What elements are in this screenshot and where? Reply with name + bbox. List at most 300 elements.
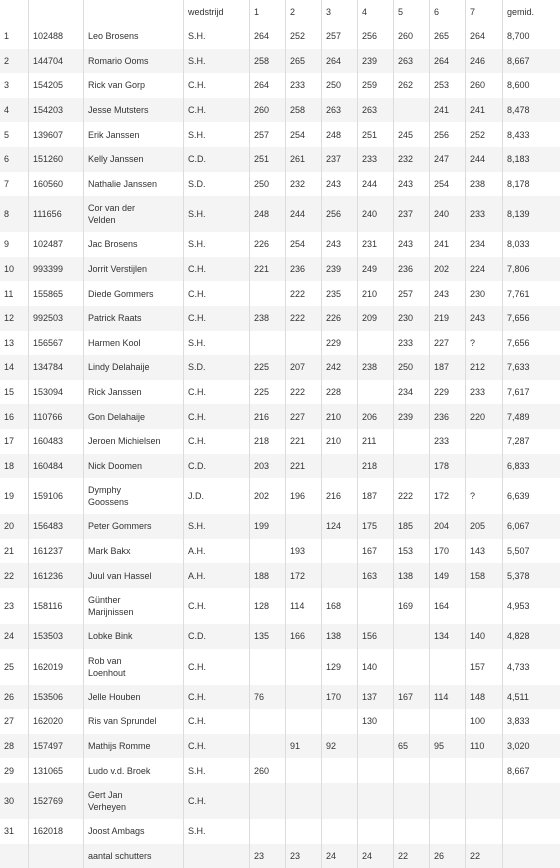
score-cell: 143 <box>465 539 502 564</box>
shooter-count-cell: 23 <box>249 844 285 868</box>
score-cell: 221 <box>285 454 321 479</box>
score-cell <box>249 783 285 819</box>
rank-cell: 24 <box>4 631 15 642</box>
score-cell: 243 <box>321 172 357 197</box>
class-cell: S.H. <box>183 514 249 539</box>
table-row <box>0 404 560 429</box>
score-cell <box>393 709 429 734</box>
score-cell: ? <box>465 478 502 514</box>
score-cell: 216 <box>321 478 357 514</box>
table-row <box>0 588 560 624</box>
score-cell: 218 <box>249 429 285 454</box>
score-cell <box>465 454 502 479</box>
class-cell: C.H. <box>183 257 249 282</box>
score-cell: 164 <box>429 588 465 624</box>
member-no-cell: 155865 <box>28 281 83 306</box>
name-cell: Jac Brosens <box>83 232 183 257</box>
table-row <box>0 563 560 588</box>
score-cell: 157 <box>465 649 502 685</box>
member-no-cell: 161237 <box>28 539 83 564</box>
score-cell: 250 <box>249 172 285 197</box>
rank-cell: 22 <box>4 570 15 581</box>
footer-blank <box>0 844 28 868</box>
name-cell: Harmen Kool <box>83 331 183 356</box>
footer-blank <box>183 844 249 868</box>
rank-cell: 27 <box>4 716 15 727</box>
score-cell: 202 <box>249 478 285 514</box>
score-cell <box>393 783 429 819</box>
score-cell: 233 <box>465 380 502 405</box>
score-cell: 243 <box>393 172 429 197</box>
table-row <box>0 281 560 306</box>
score-cell <box>465 783 502 819</box>
member-no-cell: 110766 <box>28 404 83 429</box>
score-cell <box>321 454 357 479</box>
member-no-cell: 161236 <box>28 563 83 588</box>
table-row <box>0 649 560 685</box>
footer-row <box>0 844 560 868</box>
score-cell: 263 <box>357 98 393 123</box>
name-cell: Diede Gommers <box>83 281 183 306</box>
score-cell: 225 <box>249 380 285 405</box>
rank-cell: 12 <box>4 313 15 324</box>
score-cell: 140 <box>357 649 393 685</box>
score-cell <box>321 709 357 734</box>
name-cell: Peter Gommers <box>83 514 183 539</box>
name-cell: Mathijs Romme <box>83 734 183 759</box>
score-cell <box>393 624 429 649</box>
score-cell <box>465 588 502 624</box>
score-cell: 128 <box>249 588 285 624</box>
score-cell: 257 <box>249 122 285 147</box>
score-cell: 188 <box>249 563 285 588</box>
rank-cell: 30 <box>4 796 15 806</box>
score-cell: 228 <box>321 380 357 405</box>
score-cell <box>321 758 357 783</box>
score-cell: 243 <box>465 306 502 331</box>
name-cell: Ludo v.d. Broek <box>83 758 183 783</box>
score-cell: 110 <box>465 734 502 759</box>
score-cell <box>465 429 502 454</box>
name-cell: Rick Janssen <box>83 380 183 405</box>
score-cell <box>249 819 285 844</box>
name-cell: Jorrit Verstijlen <box>83 257 183 282</box>
score-cell: 233 <box>285 73 321 98</box>
name-cell: Rob van Loenhout <box>83 649 183 685</box>
score-cell: 237 <box>321 147 357 172</box>
average-cell: 4,733 <box>502 649 560 685</box>
score-cell: 265 <box>285 49 321 74</box>
class-cell: C.H. <box>183 429 249 454</box>
class-cell: C.D. <box>183 454 249 479</box>
name-cell: Lindy Delahaije <box>83 355 183 380</box>
member-no-cell: 156483 <box>28 514 83 539</box>
class-cell: S.H. <box>183 331 249 356</box>
score-cell: 220 <box>465 404 502 429</box>
table-row <box>0 819 560 844</box>
score-cell: 236 <box>429 404 465 429</box>
score-cell: 124 <box>321 514 357 539</box>
member-no-cell: 153506 <box>28 685 83 710</box>
score-cell <box>393 649 429 685</box>
name-cell: Günther Marijnissen <box>83 588 183 624</box>
shooter-count-cell: 24 <box>321 844 357 868</box>
table-row <box>0 624 560 649</box>
average-cell: 5,507 <box>502 539 560 564</box>
average-cell: 3,833 <box>502 709 560 734</box>
score-cell <box>393 454 429 479</box>
score-cell <box>285 685 321 710</box>
rank-cell: 5 <box>4 129 10 140</box>
score-cell: 257 <box>321 24 357 49</box>
score-cell: 206 <box>357 404 393 429</box>
score-cell: 210 <box>321 404 357 429</box>
score-cell: 252 <box>465 122 502 147</box>
score-cell: 225 <box>249 355 285 380</box>
header-average: gemid. <box>502 0 560 24</box>
score-cell: 218 <box>357 454 393 479</box>
score-cell <box>429 758 465 783</box>
table-row <box>0 172 560 197</box>
table-row <box>0 98 560 123</box>
score-cell: 172 <box>285 563 321 588</box>
table-row <box>0 758 560 783</box>
rank-cell: 13 <box>4 337 15 348</box>
rank-cell: 21 <box>4 546 15 557</box>
score-cell <box>285 514 321 539</box>
score-cell: 134 <box>429 624 465 649</box>
score-cell: 212 <box>465 355 502 380</box>
name-cell: Jeroen Michielsen <box>83 429 183 454</box>
score-cell: 226 <box>249 232 285 257</box>
score-cell: 237 <box>393 196 429 232</box>
score-cell: 258 <box>249 49 285 74</box>
score-cell <box>249 734 285 759</box>
score-cell <box>429 649 465 685</box>
score-cell <box>249 709 285 734</box>
class-cell: C.H. <box>183 98 249 123</box>
member-no-cell: 111656 <box>28 196 83 232</box>
score-cell: 95 <box>429 734 465 759</box>
score-cell: 233 <box>357 147 393 172</box>
score-cell: 259 <box>357 73 393 98</box>
average-cell: 8,700 <box>502 24 560 49</box>
score-cell <box>429 819 465 844</box>
average-cell <box>502 819 560 844</box>
score-cell: 185 <box>393 514 429 539</box>
member-no-cell: 157497 <box>28 734 83 759</box>
score-cell: 256 <box>321 196 357 232</box>
score-cell: 236 <box>285 257 321 282</box>
score-cell: 233 <box>429 429 465 454</box>
name-cell: Patrick Raats <box>83 306 183 331</box>
average-cell: 4,511 <box>502 685 560 710</box>
score-cell <box>465 758 502 783</box>
score-cell: 187 <box>357 478 393 514</box>
score-cell <box>393 819 429 844</box>
table-row <box>0 429 560 454</box>
class-cell: C.H. <box>183 281 249 306</box>
table-row <box>0 196 560 232</box>
score-cell <box>285 758 321 783</box>
member-no-cell: 153094 <box>28 380 83 405</box>
member-no-cell: 156567 <box>28 331 83 356</box>
header-row <box>0 0 560 24</box>
score-cell: 229 <box>321 331 357 356</box>
average-cell: 8,667 <box>502 758 560 783</box>
score-cell: 224 <box>465 257 502 282</box>
shooter-count-cell: 24 <box>357 844 393 868</box>
score-cell: 241 <box>429 232 465 257</box>
score-cell: 260 <box>249 98 285 123</box>
class-cell: C.H. <box>183 685 249 710</box>
average-cell: 8,139 <box>502 196 560 232</box>
score-cell <box>429 709 465 734</box>
table-row <box>0 257 560 282</box>
score-cell <box>285 709 321 734</box>
score-cell: 263 <box>321 98 357 123</box>
table-row <box>0 539 560 564</box>
score-cell: 248 <box>321 122 357 147</box>
score-cell: 245 <box>393 122 429 147</box>
score-cell: 170 <box>429 539 465 564</box>
member-no-cell: 159106 <box>28 478 83 514</box>
score-cell <box>285 331 321 356</box>
score-cell: 254 <box>285 232 321 257</box>
name-cell: Dymphy Goossens <box>83 478 183 514</box>
score-cell <box>357 758 393 783</box>
name-cell: Nick Doomen <box>83 454 183 479</box>
name-cell: Leo Brosens <box>83 24 183 49</box>
score-cell <box>285 819 321 844</box>
score-cell: 243 <box>429 281 465 306</box>
member-no-cell: 102487 <box>28 232 83 257</box>
score-cell: 187 <box>429 355 465 380</box>
score-cell: 91 <box>285 734 321 759</box>
average-cell: 8,178 <box>502 172 560 197</box>
score-cell: 244 <box>285 196 321 232</box>
score-cell: 234 <box>465 232 502 257</box>
score-cell: 251 <box>249 147 285 172</box>
average-cell: 5,378 <box>502 563 560 588</box>
score-cell: 252 <box>285 24 321 49</box>
average-cell: 4,953 <box>502 588 560 624</box>
rank-cell: 28 <box>4 741 15 752</box>
rank-cell: 31 <box>4 826 15 837</box>
score-cell: 138 <box>393 563 429 588</box>
score-cell: 149 <box>429 563 465 588</box>
average-cell: 8,033 <box>502 232 560 257</box>
average-cell: 7,806 <box>502 257 560 282</box>
score-cell: 241 <box>465 98 502 123</box>
table-row <box>0 232 560 257</box>
member-no-cell: 993399 <box>28 257 83 282</box>
rank-cell: 15 <box>4 387 15 398</box>
average-cell: 8,433 <box>502 122 560 147</box>
class-cell: S.H. <box>183 758 249 783</box>
class-cell: C.H. <box>183 734 249 759</box>
name-cell: Nathalie Janssen <box>83 172 183 197</box>
shooter-count-cell: 22 <box>393 844 429 868</box>
table-row <box>0 355 560 380</box>
score-cell: 169 <box>393 588 429 624</box>
header-member-no <box>28 0 83 24</box>
member-no-cell: 162020 <box>28 709 83 734</box>
member-no-cell: 139607 <box>28 122 83 147</box>
class-cell: A.H. <box>183 563 249 588</box>
member-no-cell: 153503 <box>28 624 83 649</box>
class-cell: C.H. <box>183 783 249 819</box>
member-no-cell: 131065 <box>28 758 83 783</box>
average-cell: 7,633 <box>502 355 560 380</box>
rank-cell: 3 <box>4 80 10 91</box>
name-cell: Erik Janssen <box>83 122 183 147</box>
member-no-cell: 102488 <box>28 24 83 49</box>
score-cell: 172 <box>429 478 465 514</box>
score-cell: 246 <box>465 49 502 74</box>
class-cell: J.D. <box>183 478 249 514</box>
average-cell: 7,656 <box>502 331 560 356</box>
table-row <box>0 380 560 405</box>
score-cell: ? <box>465 331 502 356</box>
class-cell: S.H. <box>183 122 249 147</box>
shooter-count-cell: 22 <box>465 844 502 868</box>
average-cell: 7,761 <box>502 281 560 306</box>
score-cell <box>393 758 429 783</box>
table-row <box>0 478 560 514</box>
header-match-2: 2 <box>285 0 321 24</box>
score-cell: 261 <box>285 147 321 172</box>
class-cell: C.H. <box>183 73 249 98</box>
score-cell <box>249 281 285 306</box>
table-row <box>0 783 560 819</box>
score-cell: 210 <box>357 281 393 306</box>
score-cell: 219 <box>429 306 465 331</box>
score-cell: 203 <box>249 454 285 479</box>
rank-cell: 2 <box>4 55 10 66</box>
member-no-cell: 160483 <box>28 429 83 454</box>
score-cell: 138 <box>321 624 357 649</box>
score-cell: 230 <box>465 281 502 306</box>
footer-blank <box>502 844 560 868</box>
score-cell: 264 <box>465 24 502 49</box>
score-cell <box>285 649 321 685</box>
score-cell: 250 <box>321 73 357 98</box>
score-cell: 211 <box>357 429 393 454</box>
score-cell: 264 <box>249 24 285 49</box>
score-cell: 166 <box>285 624 321 649</box>
class-cell: S.H. <box>183 49 249 74</box>
rank-cell: 20 <box>4 521 15 532</box>
score-cell: 137 <box>357 685 393 710</box>
score-cell: 114 <box>285 588 321 624</box>
class-cell: C.H. <box>183 404 249 429</box>
score-cell: 235 <box>321 281 357 306</box>
score-cell: 222 <box>285 281 321 306</box>
score-cell: 249 <box>357 257 393 282</box>
score-cell: 241 <box>429 98 465 123</box>
class-cell: C.H. <box>183 588 249 624</box>
rank-cell: 23 <box>4 601 15 611</box>
score-cell: 114 <box>429 685 465 710</box>
average-cell: 8,183 <box>502 147 560 172</box>
score-cell: 175 <box>357 514 393 539</box>
average-cell: 6,067 <box>502 514 560 539</box>
score-cell: 92 <box>321 734 357 759</box>
member-no-cell: 992503 <box>28 306 83 331</box>
score-cell: 233 <box>393 331 429 356</box>
score-cell: 199 <box>249 514 285 539</box>
score-cell: 167 <box>357 539 393 564</box>
class-cell: S.D. <box>183 172 249 197</box>
table-row <box>0 122 560 147</box>
table-row <box>0 306 560 331</box>
member-no-cell: 162018 <box>28 819 83 844</box>
rank-cell: 10 <box>4 264 15 275</box>
rank-cell: 29 <box>4 765 15 776</box>
score-cell: 222 <box>393 478 429 514</box>
average-cell: 8,600 <box>502 73 560 98</box>
score-cell: 238 <box>357 355 393 380</box>
score-cell: 238 <box>249 306 285 331</box>
class-cell: C.H. <box>183 380 249 405</box>
rank-cell: 8 <box>4 209 10 220</box>
score-cell: 163 <box>357 563 393 588</box>
score-cell <box>249 539 285 564</box>
class-cell: C.D. <box>183 624 249 649</box>
rank-cell: 6 <box>4 154 10 165</box>
rank-cell: 1 <box>4 31 10 42</box>
score-cell <box>321 783 357 819</box>
score-cell: 240 <box>357 196 393 232</box>
name-cell: Romario Ooms <box>83 49 183 74</box>
header-match-7: 7 <box>465 0 502 24</box>
score-cell <box>393 429 429 454</box>
average-cell: 6,639 <box>502 478 560 514</box>
score-cell: 239 <box>321 257 357 282</box>
score-cell <box>429 783 465 819</box>
score-cell: 156 <box>357 624 393 649</box>
score-cell <box>357 380 393 405</box>
score-cell: 193 <box>285 539 321 564</box>
average-cell: 4,828 <box>502 624 560 649</box>
score-cell: 239 <box>393 404 429 429</box>
table-row <box>0 49 560 74</box>
table-row <box>0 685 560 710</box>
score-cell: 222 <box>285 380 321 405</box>
rank-cell: 16 <box>4 411 15 422</box>
score-cell <box>321 539 357 564</box>
header-match-5: 5 <box>393 0 429 24</box>
score-cell: 264 <box>321 49 357 74</box>
score-cell: 230 <box>393 306 429 331</box>
name-cell: Rick van Gorp <box>83 73 183 98</box>
rank-cell: 11 <box>4 288 14 299</box>
score-cell: 243 <box>321 232 357 257</box>
score-cell: 216 <box>249 404 285 429</box>
name-cell: Lobke Bink <box>83 624 183 649</box>
class-cell: C.H. <box>183 709 249 734</box>
score-cell: 240 <box>429 196 465 232</box>
member-no-cell: 160560 <box>28 172 83 197</box>
score-cell: 167 <box>393 685 429 710</box>
score-cell: 236 <box>393 257 429 282</box>
score-cell: 238 <box>465 172 502 197</box>
member-no-cell: 151260 <box>28 147 83 172</box>
score-cell: 227 <box>429 331 465 356</box>
score-cell: 231 <box>357 232 393 257</box>
score-cell: 234 <box>393 380 429 405</box>
